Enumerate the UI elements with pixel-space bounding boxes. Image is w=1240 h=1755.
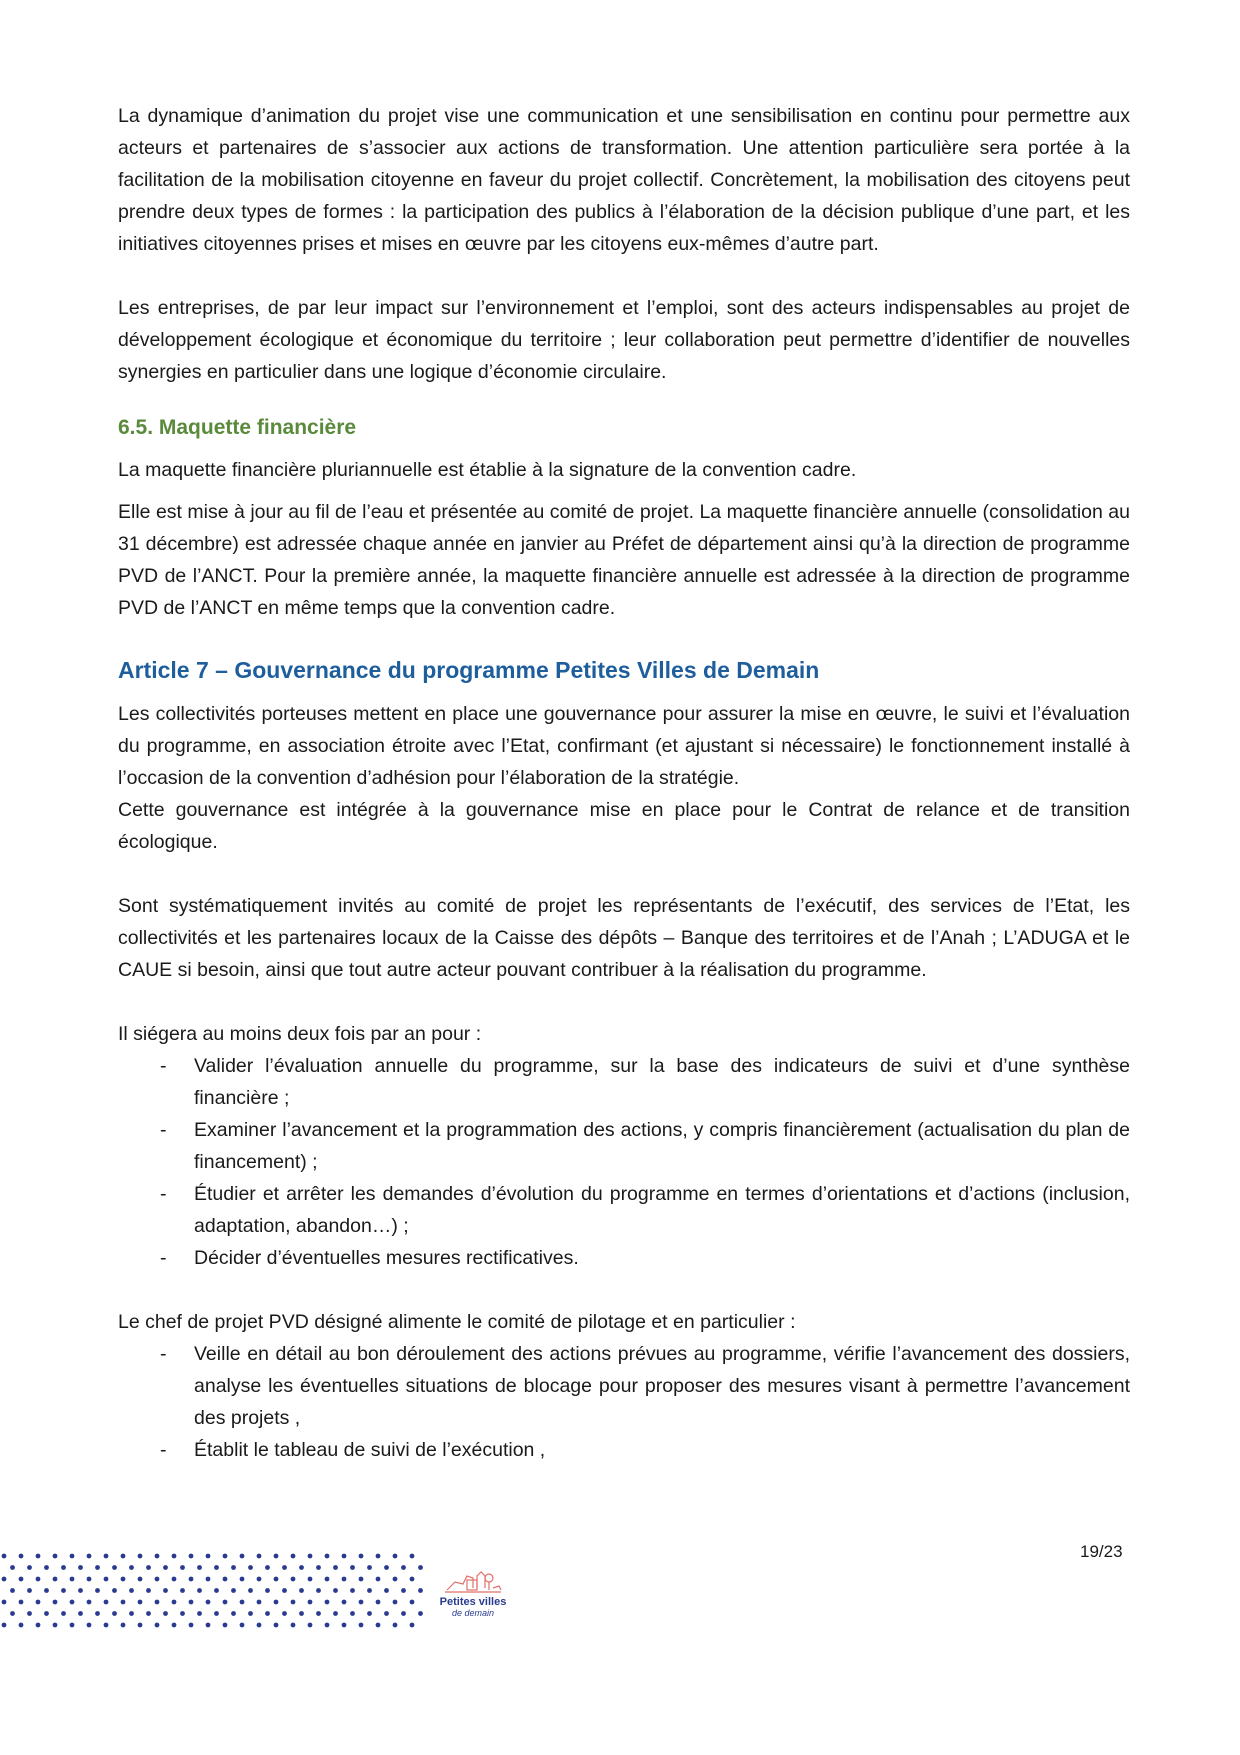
dot (10, 1611, 15, 1616)
dot (104, 1577, 109, 1582)
dot (299, 1565, 304, 1570)
dot (121, 1623, 126, 1628)
dot (197, 1611, 202, 1616)
dot (214, 1611, 219, 1616)
dot (112, 1565, 117, 1570)
dot (350, 1588, 355, 1593)
dot (393, 1600, 398, 1605)
dot (376, 1623, 381, 1628)
town-sketch-icon (443, 1562, 503, 1596)
dot (189, 1577, 194, 1582)
dot (282, 1588, 287, 1593)
dot (87, 1623, 92, 1628)
list-item: - Décider d’éventuelles mesures rectificatives. (118, 1242, 1130, 1274)
dot (146, 1565, 151, 1570)
dot (367, 1611, 372, 1616)
committee-duties-list (118, 1050, 1130, 1274)
dot (359, 1600, 364, 1605)
dot (163, 1611, 168, 1616)
dot (214, 1565, 219, 1570)
dot (410, 1623, 415, 1628)
dot (53, 1554, 58, 1559)
dot (44, 1588, 49, 1593)
dot (316, 1611, 321, 1616)
dot (325, 1577, 330, 1582)
dash-bullet-icon: - (160, 1439, 167, 1461)
dot (36, 1623, 41, 1628)
dot (350, 1611, 355, 1616)
dot (257, 1577, 262, 1582)
paragraph-governance-2: Cette gouvernance est intégrée à la gouvernance mise en place pour le Contrat de relance et de transition écologique. (118, 799, 1130, 853)
dot (367, 1588, 372, 1593)
dot (274, 1623, 279, 1628)
dot (87, 1554, 92, 1559)
dot (19, 1623, 24, 1628)
dot (172, 1623, 177, 1628)
dot (2, 1600, 7, 1605)
document-page (118, 100, 1130, 1466)
dot (274, 1577, 279, 1582)
dot (10, 1565, 15, 1570)
dot (104, 1623, 109, 1628)
dot (44, 1611, 49, 1616)
dot (350, 1565, 355, 1570)
dot (291, 1554, 296, 1559)
petites-villes-de-demain-logo (434, 1550, 512, 1618)
dot (121, 1577, 126, 1582)
section-heading-6-5: 6.5. Maquette financière (118, 416, 357, 439)
dot (214, 1588, 219, 1593)
dot (410, 1554, 415, 1559)
dot (104, 1600, 109, 1605)
dot (2, 1554, 7, 1559)
paragraph-governance-1: Les collectivités porteuses mettent en place une gouvernance pour assurer la mise en œuvre, le suivi et l’évaluation du programme, en association étroite avec l’Etat, confirmant (et ajustant si nécessaire) le fonctionnement installé à l’occasion de la convention d’adhésion pour l’élaboration de la stratégie. (118, 703, 1130, 789)
dot (78, 1611, 83, 1616)
dot (95, 1588, 100, 1593)
dot (78, 1588, 83, 1593)
dot (240, 1623, 245, 1628)
dot (53, 1600, 58, 1605)
dot (172, 1577, 177, 1582)
dot (112, 1588, 117, 1593)
dot (393, 1554, 398, 1559)
dot (418, 1611, 423, 1616)
dot (180, 1565, 185, 1570)
paragraph-financial-model-2: Elle est mise à jour au fil de l’eau et présentée au comité de projet. La maquette financière annuelle (consolidation au 31 décembre) est adressée chaque année en janvier au Préfet de département ainsi qu’à la direction de programme PVD de l’ANCT. Pour la première année, la maquette financière annuelle est adressée à la direction de programme PVD de l’ANCT en même temps que la convention cadre. (118, 501, 1130, 619)
dot (206, 1554, 211, 1559)
dot (248, 1611, 253, 1616)
dot (376, 1600, 381, 1605)
dot (265, 1588, 270, 1593)
dot (248, 1565, 253, 1570)
dot (223, 1623, 228, 1628)
logo-subtitle: de demain (451, 1608, 495, 1618)
dot (70, 1600, 75, 1605)
dot (36, 1577, 41, 1582)
dot (27, 1611, 32, 1616)
dot (410, 1600, 415, 1605)
dot (359, 1554, 364, 1559)
dot (291, 1600, 296, 1605)
dot (70, 1554, 75, 1559)
dot (333, 1588, 338, 1593)
dot (121, 1554, 126, 1559)
dot (163, 1565, 168, 1570)
dot (87, 1577, 92, 1582)
dot (27, 1565, 32, 1570)
dot (342, 1577, 347, 1582)
logo-title: Petites villes (439, 1596, 507, 1608)
dot (138, 1623, 143, 1628)
dot (257, 1600, 262, 1605)
dot (95, 1565, 100, 1570)
dot (155, 1600, 160, 1605)
dot (257, 1554, 262, 1559)
dot (316, 1565, 321, 1570)
dot (2, 1577, 7, 1582)
dot (189, 1623, 194, 1628)
dash-bullet-icon: - (160, 1119, 167, 1141)
dot (384, 1565, 389, 1570)
dot (231, 1588, 236, 1593)
dot (112, 1611, 117, 1616)
dot (53, 1623, 58, 1628)
dot (70, 1577, 75, 1582)
dot (129, 1611, 134, 1616)
article-7-heading: Article 7 – Gouvernance du programme Petites Villes de Demain (118, 657, 820, 683)
dot (129, 1565, 134, 1570)
dot (163, 1588, 168, 1593)
dot (359, 1577, 364, 1582)
project-lead-duties-list (118, 1338, 1130, 1466)
dot (384, 1588, 389, 1593)
list-item: - Établit le tableau de suivi de l’exécution , (118, 1434, 1130, 1466)
dot (418, 1588, 423, 1593)
list-intro-project-lead: Le chef de projet PVD désigné alimente le comité de pilotage et en particulier : (118, 1311, 796, 1333)
dash-bullet-icon: - (160, 1183, 167, 1205)
dot (104, 1554, 109, 1559)
dot (146, 1588, 151, 1593)
dot (138, 1554, 143, 1559)
dot (146, 1611, 151, 1616)
dot (129, 1588, 134, 1593)
list-item: - Examiner l’avancement et la programmation des actions, y compris financièrement (actualisation du plan de financement) ; (118, 1114, 1130, 1178)
dot (274, 1554, 279, 1559)
dot (240, 1554, 245, 1559)
dot (206, 1600, 211, 1605)
dot (376, 1554, 381, 1559)
list-item: - Veille en détail au bon déroulement des actions prévues au programme, vérifie l’avancement des dossiers, analyse les éventuelles situations de blocage pour proposer des mesures visant à permettre l’avancement des projets , (118, 1338, 1130, 1434)
dot (155, 1577, 160, 1582)
dot (325, 1554, 330, 1559)
dot (197, 1588, 202, 1593)
dot (316, 1588, 321, 1593)
dot (70, 1623, 75, 1628)
dot (393, 1623, 398, 1628)
dot (2, 1623, 7, 1628)
dot (265, 1565, 270, 1570)
dot (223, 1554, 228, 1559)
dot (197, 1565, 202, 1570)
dot (393, 1577, 398, 1582)
dot (138, 1577, 143, 1582)
dot (189, 1600, 194, 1605)
dot (231, 1565, 236, 1570)
dot (333, 1565, 338, 1570)
dot (240, 1600, 245, 1605)
dot (291, 1577, 296, 1582)
paragraph-enterprises: Les entreprises, de par leur impact sur l’environnement et l’emploi, sont des acteurs indispensables au projet de développement écologique et économique du territoire ; leur collaboration peut permettre d’identifier de nouvelles synergies en particulier dans une logique d’économie circulaire. (118, 297, 1130, 383)
dot (308, 1623, 313, 1628)
dot (78, 1565, 83, 1570)
dot (325, 1600, 330, 1605)
dot (291, 1623, 296, 1628)
dot (282, 1611, 287, 1616)
dot (342, 1554, 347, 1559)
dot (248, 1588, 253, 1593)
dot (27, 1588, 32, 1593)
dot (180, 1611, 185, 1616)
dot (61, 1565, 66, 1570)
dot (359, 1623, 364, 1628)
dot (223, 1577, 228, 1582)
dot (87, 1600, 92, 1605)
dot (274, 1600, 279, 1605)
dot (19, 1554, 24, 1559)
dot (299, 1611, 304, 1616)
dot (172, 1600, 177, 1605)
dot (36, 1554, 41, 1559)
dot (282, 1565, 287, 1570)
dot (410, 1577, 415, 1582)
dot (138, 1600, 143, 1605)
list-intro-committee: Il siégera au moins deux fois par an pour : (118, 1023, 482, 1045)
dot (308, 1600, 313, 1605)
dot (44, 1565, 49, 1570)
dot (180, 1588, 185, 1593)
dot (240, 1577, 245, 1582)
list-item: - Étudier et arrêter les demandes d’évolution du programme en termes d’orientations et d’actions (inclusion, adaptation, abandon…) ; (118, 1178, 1130, 1242)
dot (265, 1611, 270, 1616)
dot-pattern-decoration (0, 1552, 428, 1632)
dot (155, 1623, 160, 1628)
dot (155, 1554, 160, 1559)
page-number: 19/23 (1080, 1542, 1123, 1561)
dot (384, 1611, 389, 1616)
dot (189, 1554, 194, 1559)
dot (36, 1600, 41, 1605)
dot (308, 1554, 313, 1559)
dot (61, 1611, 66, 1616)
dot (342, 1600, 347, 1605)
dot (172, 1554, 177, 1559)
dot (308, 1577, 313, 1582)
paragraph-invited-members: Sont systématiquement invités au comité de projet les représentants de l’exécutif, des services de l’Etat, les collectivités et les partenaires locaux de la Caisse des dépôts – Banque des territoires et de l’Anah ; L’ADUGA et le CAUE si besoin, ainsi que tout autre acteur pouvant contribuer à la réalisation du programme. (118, 895, 1130, 981)
dot (61, 1588, 66, 1593)
dot (121, 1600, 126, 1605)
dot (206, 1623, 211, 1628)
dot (206, 1577, 211, 1582)
dot (19, 1577, 24, 1582)
dot (10, 1588, 15, 1593)
dot (257, 1623, 262, 1628)
dot (376, 1577, 381, 1582)
dot (325, 1623, 330, 1628)
dash-bullet-icon: - (160, 1247, 167, 1269)
dot (19, 1600, 24, 1605)
paragraph-citizen-mobilization: La dynamique d’animation du projet vise une communication et une sensibilisation en continu pour permettre aux acteurs et partenaires de s’associer aux actions de transformation. Une attention particulière sera portée à la facilitation de la mobilisation citoyenne en faveur du projet collectif. Concrètement, la mobilisation des citoyens peut prendre deux types de formes : la participation des publics à l’élaboration de la décision publique d’une part, et les initiatives citoyennes prises et mises en œuvre par les citoyens eux-mêmes d’autre part. (118, 105, 1130, 255)
paragraph-financial-model-1: La maquette financière pluriannuelle est établie à la signature de la convention cadre. (118, 459, 857, 481)
dot (401, 1588, 406, 1593)
dot (333, 1611, 338, 1616)
dot (401, 1611, 406, 1616)
dot (401, 1565, 406, 1570)
dot (223, 1600, 228, 1605)
dash-bullet-icon: - (160, 1343, 167, 1365)
dot (342, 1623, 347, 1628)
dot (231, 1611, 236, 1616)
dash-bullet-icon: - (160, 1055, 167, 1077)
list-item: - Valider l’évaluation annuelle du programme, sur la base des indicateurs de suivi et d’une synthèse financière ; (118, 1050, 1130, 1114)
dot (53, 1577, 58, 1582)
dot (418, 1565, 423, 1570)
dot (367, 1565, 372, 1570)
dot (95, 1611, 100, 1616)
dot (299, 1588, 304, 1593)
